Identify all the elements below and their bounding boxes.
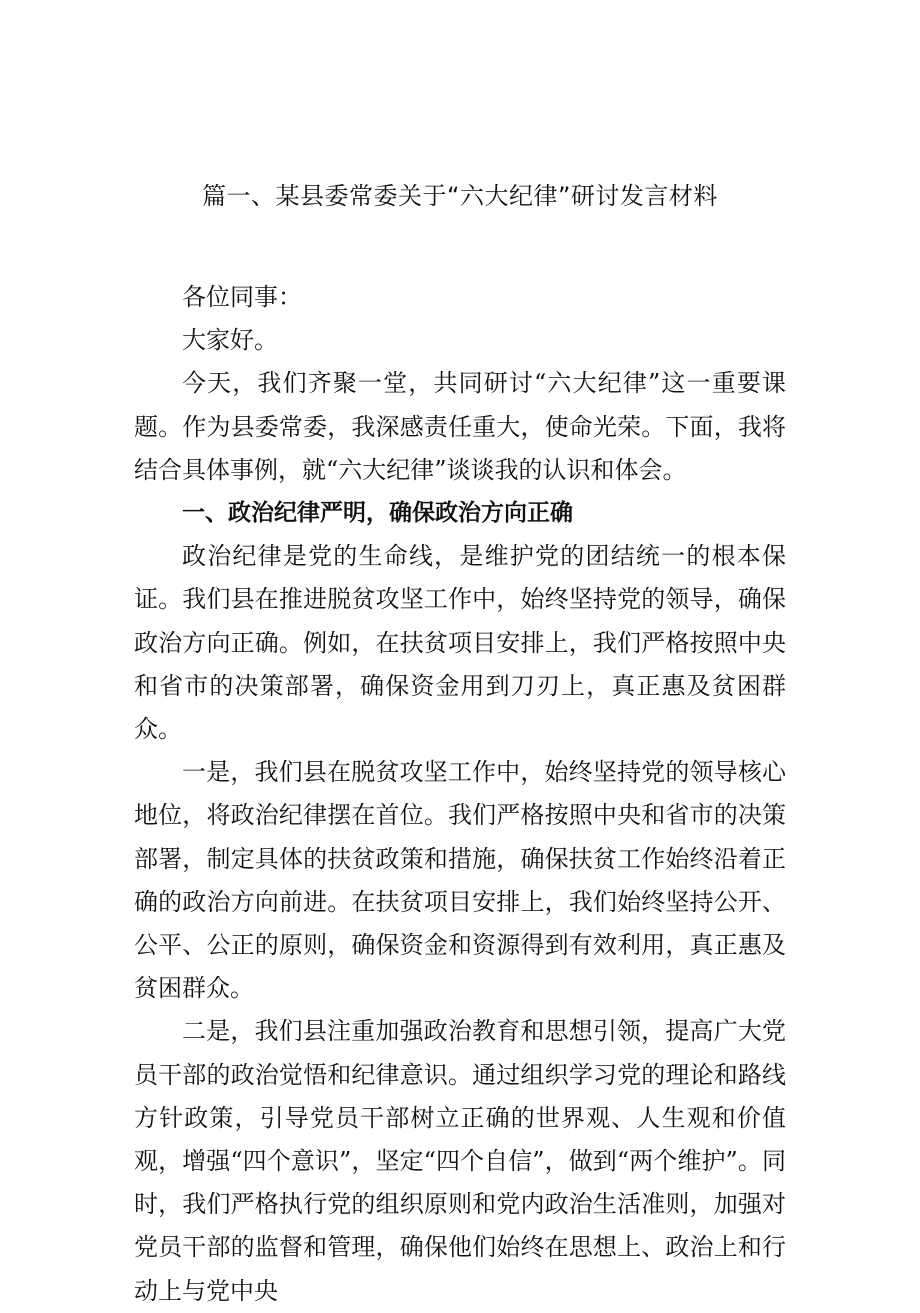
paragraph: 二是，我们县注重加强政治教育和思想引领，提高广大党员干部的政治觉悟和纪律意识。通过组织学习党的理论和路线方针政策，引导党员干部树立正确的世界观、人生观和价值观，增强“四个意识”，坚定“四个自信”，做到“两个维护”。同时，我们严格执行党的组织原则和党内政治生活准则，加强对党员干部的监督和管理，确保他们始终在思想上、政治上和行动上与党中央 xyxy=(134,1017,786,1305)
paragraph: 政治纪律是党的生命线，是维护党的团结统一的根本保证。我们县在推进脱贫攻坚工作中，始终坚持党的领导，确保政治方向正确。例如，在扶贫项目安排上，我们严格按照中央和省市的决策部署，确保资金用到刀刃上，真正惠及贫困群众。 xyxy=(134,542,786,744)
greeting-line: 各位同事： xyxy=(182,283,302,311)
document-title: 篇一、某县委常委关于“六大纪律”研讨发言材料 xyxy=(202,182,718,210)
hello-line: 大家好。 xyxy=(182,326,278,355)
paragraph: 一是，我们县在脱贫攻坚工作中，始终坚持党的领导核心地位，将政治纪律摆在首位。我们严格按照中央和省市的决策部署，制定具体的扶贫政策和措施，确保扶贫工作始终沿着正确的政治方向前进。在扶贫项目安排上，我们始终坚持公开、公平、公正的原则，确保资金和资源得到有效利用，真正惠及贫困群众。 xyxy=(134,758,786,1003)
intro-paragraph: 今天，我们齐聚一堂，共同研讨“六大纪律”这一重要课题。作为县委常委，我深感责任重大，使命光荣。下面，我将结合具体事例，就“六大纪律”谈谈我的认识和体会。 xyxy=(134,369,786,484)
document-body xyxy=(134,276,786,1313)
section-heading: 一、政治纪律严明，确保政治方向正确 xyxy=(182,500,573,527)
